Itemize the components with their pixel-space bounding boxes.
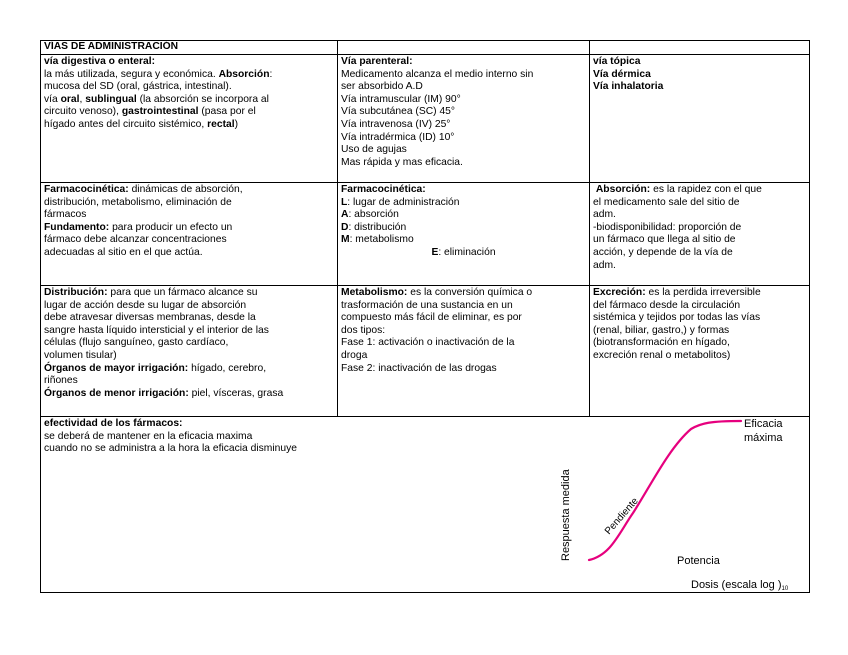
- fundamento-line: adecuadas al sitio en el que actúa.: [44, 246, 203, 258]
- distribution-line: Distribución: para que un fármaco alcance su: [44, 287, 258, 298]
- distribution-line: sangre hasta líquido intersticial y el interior de las: [44, 324, 269, 336]
- fundamento-line: fármaco debe alcanzar concentraciones: [44, 234, 227, 246]
- ladme-item: E: eliminación: [431, 246, 496, 258]
- enteral-route-cell: [41, 55, 338, 182]
- y-axis-label: Respuesta medida: [560, 469, 572, 561]
- metabolism-line: droga: [341, 349, 368, 361]
- parenteral-line: Medicamento alcanza el medio interno sin: [341, 68, 534, 80]
- parenteral-line: Mas rápida y mas eficacia.: [341, 156, 463, 168]
- excretion-cell: [590, 286, 811, 416]
- excretion-line: sistémica y tejidos por todas las vías: [593, 312, 761, 324]
- slope-label: Pendiente: [602, 495, 641, 537]
- low-irrigation-line: Órganos de menor irrigación: piel, vísceras, grasa: [44, 387, 284, 399]
- enteral-line: la más utilizada, segura y económica. Absorción:: [44, 68, 273, 80]
- topical-route: vía tópica: [593, 56, 641, 67]
- effectiveness-heading: efectividad de los fármacos:: [44, 418, 183, 429]
- enteral-heading: vía digestiva o enteral:: [44, 56, 156, 67]
- effectiveness-line: cuando no se administra a la hora la eficacia disminuye: [44, 443, 297, 455]
- effectiveness-text: [41, 417, 541, 457]
- table-header-row: [41, 41, 809, 55]
- table-title: VÍAS DE ADMINISTRACIÓN: [44, 41, 179, 52]
- dose-response-chart: [551, 413, 806, 593]
- parenteral-line: ser absorbido A.D: [341, 81, 423, 93]
- excretion-line: excreción renal o metabolitos): [593, 349, 731, 361]
- enteral-line: hígado antes del circuito sistémico, rectal): [44, 118, 239, 130]
- absorption-line: adm.: [593, 209, 616, 221]
- parenteral-line: Uso de agujas: [341, 144, 407, 156]
- parenteral-line: Vía intravenosa (IV) 25°: [341, 118, 451, 130]
- ladme-heading: Farmacocinética:: [341, 184, 426, 195]
- absorption-line: un fármaco que llega al sitio de: [593, 234, 736, 246]
- ladme-item: D: distribución: [341, 221, 407, 233]
- effectiveness-line: se deberá de mantener en la eficacia maxima: [44, 430, 253, 442]
- enteral-line: mucosa del SD (oral, gástrica, intestinal).: [44, 81, 232, 93]
- pharmacokinetics-line: Farmacocinética: dinámicas de absorción,: [44, 184, 243, 195]
- high-irrigation-line: riñones: [44, 375, 78, 387]
- excretion-line: (biotransformación en hígado,: [593, 337, 730, 349]
- metabolism-cell: [338, 286, 590, 416]
- metabolism-line: Metabolismo: es la conversión química o: [341, 287, 533, 298]
- max-efficacy-label: Eficacia: [744, 418, 783, 430]
- dermal-route: Vía dérmica: [593, 68, 651, 80]
- enteral-line: circuito venoso), gastrointestinal (pasa por el: [44, 106, 256, 118]
- potency-label: Potencia: [677, 555, 720, 567]
- table-row-pharmacokinetics: [41, 183, 809, 286]
- enteral-line: vía oral, sublingual (la absorción se incorpora al: [44, 93, 269, 105]
- distribution-line: debe atravesar diversas membranas, desde la: [44, 312, 256, 324]
- dose-response-curve: [589, 421, 741, 560]
- parenteral-line: Vía intramuscular (IM) 90°: [341, 93, 461, 105]
- max-efficacy-label: máxima: [744, 432, 783, 444]
- metabolism-line: Fase 1: activación o inactivación de la: [341, 337, 515, 349]
- ladme-item: L: lugar de administración: [341, 196, 460, 208]
- pharmacokinetics-cell: [41, 183, 338, 285]
- absorption-cell: [590, 183, 811, 285]
- x-axis-label: Dosis (escala log )10: [691, 579, 789, 592]
- absorption-line: acción, y depende de la vía de: [593, 246, 733, 258]
- excretion-line: del fármaco desde la circulación: [593, 299, 741, 311]
- metabolism-line: trasformación de una sustancia en un: [341, 299, 513, 311]
- pharmacokinetics-line: distribución, metabolismo, eliminación de: [44, 196, 232, 208]
- table-row-routes: [41, 55, 809, 183]
- absorption-line: adm.: [593, 259, 616, 271]
- distribution-line: volumen tisular): [44, 349, 117, 361]
- ladme-item: M: metabolismo: [341, 234, 414, 246]
- inhalation-route: Vía inhalatoria: [593, 81, 664, 93]
- ladme-cell: [338, 183, 590, 285]
- metabolism-line: dos tipos:: [341, 324, 386, 336]
- absorption-line: -biodisponibilidad: proporción de: [593, 221, 742, 233]
- header-cell: [41, 41, 338, 54]
- parenteral-line: Vía subcutánea (SC) 45°: [341, 106, 456, 118]
- parenteral-heading: Vía parenteral:: [341, 56, 413, 67]
- header-cell-empty: [590, 41, 811, 54]
- absorption-line: Absorción: es la rapidez con el que: [595, 184, 762, 195]
- metabolism-line: compuesto más fácil de eliminar, es por: [341, 312, 522, 324]
- pharmacokinetics-line: fármacos: [44, 209, 87, 221]
- fundamento-line: Fundamento: para producir un efecto un: [44, 221, 233, 233]
- header-cell-empty: [338, 41, 590, 54]
- administration-routes-table: [40, 40, 810, 593]
- table-row-distribution: [41, 286, 809, 417]
- excretion-line: (renal, biliar, gastro,) y formas: [593, 324, 730, 336]
- parenteral-route-cell: [338, 55, 590, 182]
- x-axis-subscript: 10: [781, 586, 789, 592]
- other-routes-cell: [590, 55, 811, 182]
- distribution-cell: [41, 286, 338, 416]
- metabolism-line: Fase 2: inactivación de las drogas: [341, 362, 497, 374]
- absorption-line: el medicamento sale del sitio de: [593, 196, 740, 208]
- parenteral-line: Vía intradérmica (ID) 10°: [341, 131, 455, 143]
- high-irrigation-line: Órganos de mayor irrigación: hígado, cerebro,: [44, 362, 267, 374]
- distribution-line: lugar de acción desde su lugar de absorción: [44, 299, 247, 311]
- ladme-item: A: absorción: [341, 209, 399, 221]
- distribution-line: células (flujo sanguíneo, gasto cardíaco,: [44, 337, 229, 349]
- excretion-line: Excreción: es la perdida irreversible: [593, 287, 761, 298]
